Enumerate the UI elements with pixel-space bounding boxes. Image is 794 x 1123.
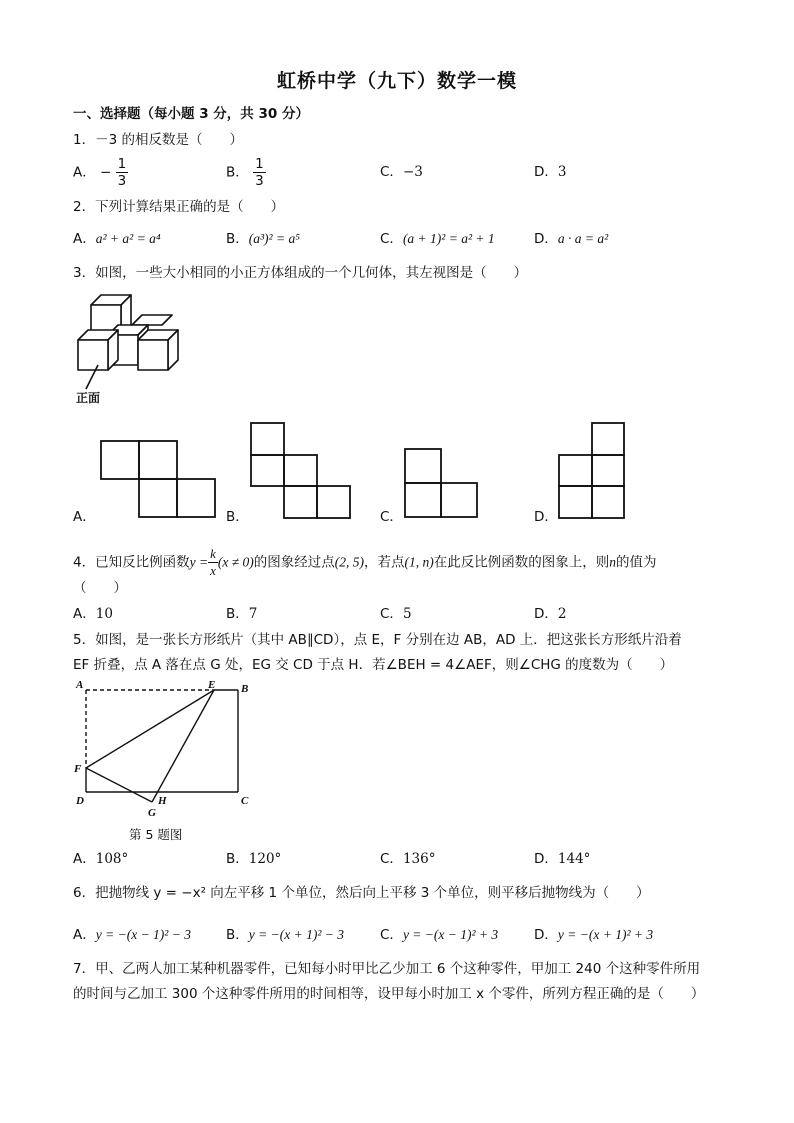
segment-eg	[152, 690, 214, 802]
q5-option-d	[534, 850, 590, 868]
q3-option-a-figure	[100, 440, 220, 520]
option-letter: C．	[380, 851, 403, 867]
option-text: a · a = a²	[557, 231, 609, 246]
q3-option-d-figure	[558, 422, 628, 520]
question-3-stem: 3．如图，一些大小相同的小正方体组成的一个几何体，其左视图是（ ）	[73, 265, 528, 281]
question-4-stem	[73, 546, 657, 579]
option-letter: A．	[73, 164, 96, 181]
fraction-numerator: 1	[255, 156, 264, 172]
q4-variable: n	[609, 554, 617, 570]
q5-option-b	[226, 850, 281, 868]
option-letter: A．	[73, 851, 96, 867]
option-text: 5	[402, 606, 412, 622]
q3-option-a: A．	[73, 509, 96, 525]
page-title: 虹桥中学（九下）数学一模	[276, 70, 517, 92]
option-text: 144°	[557, 851, 591, 867]
cube-front-face	[138, 340, 168, 370]
q3-option-c: C．	[380, 509, 403, 525]
question-1-stem: 1．－3 的相反数是（ ）	[73, 132, 243, 148]
label-c: C	[241, 795, 249, 807]
fraction-numerator: 1	[117, 156, 127, 172]
q4-text: 在此反比例函数的图象上，则	[433, 554, 610, 571]
option-letter: A．	[73, 231, 96, 247]
q1-option-d	[534, 163, 567, 181]
option-text: a² + a² = a⁴	[95, 231, 161, 246]
option-text: y = −(x + 1)² − 3	[248, 927, 344, 942]
q1-option-b	[226, 156, 266, 189]
q6-option-d	[534, 926, 653, 944]
question-5-line-1: 5．如图，是一张长方形纸片（其中 AB∥CD），点 E，F 分别在边 AB，AD 上．把这张长方形纸片沿着	[73, 632, 682, 648]
q4-option-a	[73, 605, 113, 623]
q5-rectangle-figure	[70, 678, 260, 819]
option-letter: B．	[226, 164, 249, 181]
front-label: 正面	[76, 391, 101, 405]
q4-point-1: (2, 5)	[334, 554, 365, 570]
label-a: A	[76, 679, 84, 691]
question-7-line-1: 7．甲、乙两人加工某种机器零件，已知每小时甲比乙少加工 6 个这种零件，甲加工 240 个这种零件所用	[73, 961, 701, 977]
q4-answer-paren: （ ）	[73, 580, 127, 596]
fold-line-ef	[86, 690, 214, 768]
option-text: 136°	[402, 851, 436, 867]
q5-option-c	[380, 850, 435, 868]
option-letter: B．	[226, 606, 249, 622]
q4-option-d	[534, 605, 567, 623]
label-g: G	[148, 807, 156, 819]
fraction-numerator: k	[210, 546, 216, 561]
option-letter: D．	[534, 231, 558, 247]
option-letter: C．	[380, 231, 403, 247]
q2-option-a	[73, 230, 161, 248]
option-text: y = −(x − 1)² + 3	[402, 927, 499, 942]
option-text: 3	[557, 164, 567, 180]
fraction	[253, 156, 266, 189]
q2-option-c	[380, 230, 495, 248]
option-text: 7	[248, 606, 258, 622]
cube-top-face	[132, 315, 172, 325]
question-2-stem: 2．下列计算结果正确的是（ ）	[73, 199, 285, 215]
question-7-line-2: 的时间与乙加工 300 个这种零件所用的时间相等，设甲每小时加工 x 个零件，所列方程正确的是（ ）	[73, 986, 705, 1002]
option-text: −3	[402, 164, 423, 180]
q4-text: 的值为	[616, 554, 657, 571]
option-letter: D．	[534, 851, 558, 867]
q4-option-b	[226, 605, 257, 623]
option-letter: D．	[534, 164, 558, 180]
fraction-denominator: 3	[255, 173, 264, 189]
option-letter: B．	[226, 851, 249, 867]
label-f: F	[74, 763, 82, 775]
q6-option-b	[226, 926, 344, 944]
fraction-denominator: x	[210, 563, 216, 578]
q3-option-c-figure	[404, 448, 484, 520]
option-text: y = −(x + 1)² + 3	[557, 927, 654, 942]
cube-front-face	[78, 340, 108, 370]
option-letter: D．	[534, 606, 558, 622]
label-h: H	[158, 795, 167, 807]
q5-figure-caption: 第 5 题图	[129, 827, 183, 842]
option-letter: C．	[380, 927, 403, 943]
option-text: y = −(x − 1)² − 3	[95, 927, 191, 942]
q3-option-b: B．	[226, 509, 249, 525]
label-b: B	[241, 683, 249, 695]
option-text: 108°	[95, 851, 129, 867]
q6-option-a	[73, 926, 191, 944]
q4-text: 4．已知反比例函数	[73, 554, 190, 571]
option-letter: B．	[226, 927, 249, 943]
q6-option-c	[380, 926, 498, 944]
q3-option-d: D．	[534, 509, 558, 525]
q5-option-a	[73, 850, 128, 868]
option-text: (a + 1)² = a² + 1	[402, 231, 495, 246]
option-letter: A．	[73, 927, 96, 943]
q4-option-c	[380, 605, 412, 623]
option-text: (a³)² = a⁵	[248, 231, 300, 246]
q2-option-b	[226, 230, 300, 248]
fraction-denominator: 3	[117, 173, 127, 189]
q4-point-2: (1, n)	[404, 554, 434, 570]
segment-fg	[86, 768, 152, 802]
q4-text: ，若点	[364, 554, 405, 571]
label-d: D	[76, 795, 84, 807]
option-letter: B．	[226, 231, 249, 247]
option-text: 10	[95, 606, 113, 622]
q1-option-a	[73, 156, 128, 189]
section-heading: 一、选择题（每小题 3 分，共 30 分）	[73, 106, 309, 122]
q1-option-c	[380, 163, 423, 181]
q4-func-prefix: y =	[189, 554, 209, 570]
question-6-stem: 6．把抛物线 y = −x² 向左平移 1 个单位，然后向上平移 3 个单位，则平移后抛物线为（ ）	[73, 885, 650, 901]
minus-sign: −	[100, 164, 112, 181]
q4-func-fraction	[208, 546, 218, 579]
option-letter: C．	[380, 606, 403, 622]
option-letter: D．	[534, 927, 558, 943]
label-e: E	[208, 679, 216, 691]
option-letter: A．	[73, 606, 96, 622]
option-text: 120°	[248, 851, 282, 867]
question-5-line-2: EF 折叠，点 A 落在点 G 处，EG 交 CD 于点 H．若∠BEH = 4∠AEF，则∠CHG 的度数为（ ）	[73, 657, 674, 673]
fraction	[116, 156, 129, 189]
q4-func-condition: (x ≠ 0)	[217, 554, 254, 570]
q2-option-d	[534, 230, 608, 248]
q4-text: 的图象经过点	[253, 554, 335, 571]
option-letter: C．	[380, 164, 403, 180]
q3-option-b-figure	[250, 422, 360, 520]
option-text: 2	[557, 606, 567, 622]
